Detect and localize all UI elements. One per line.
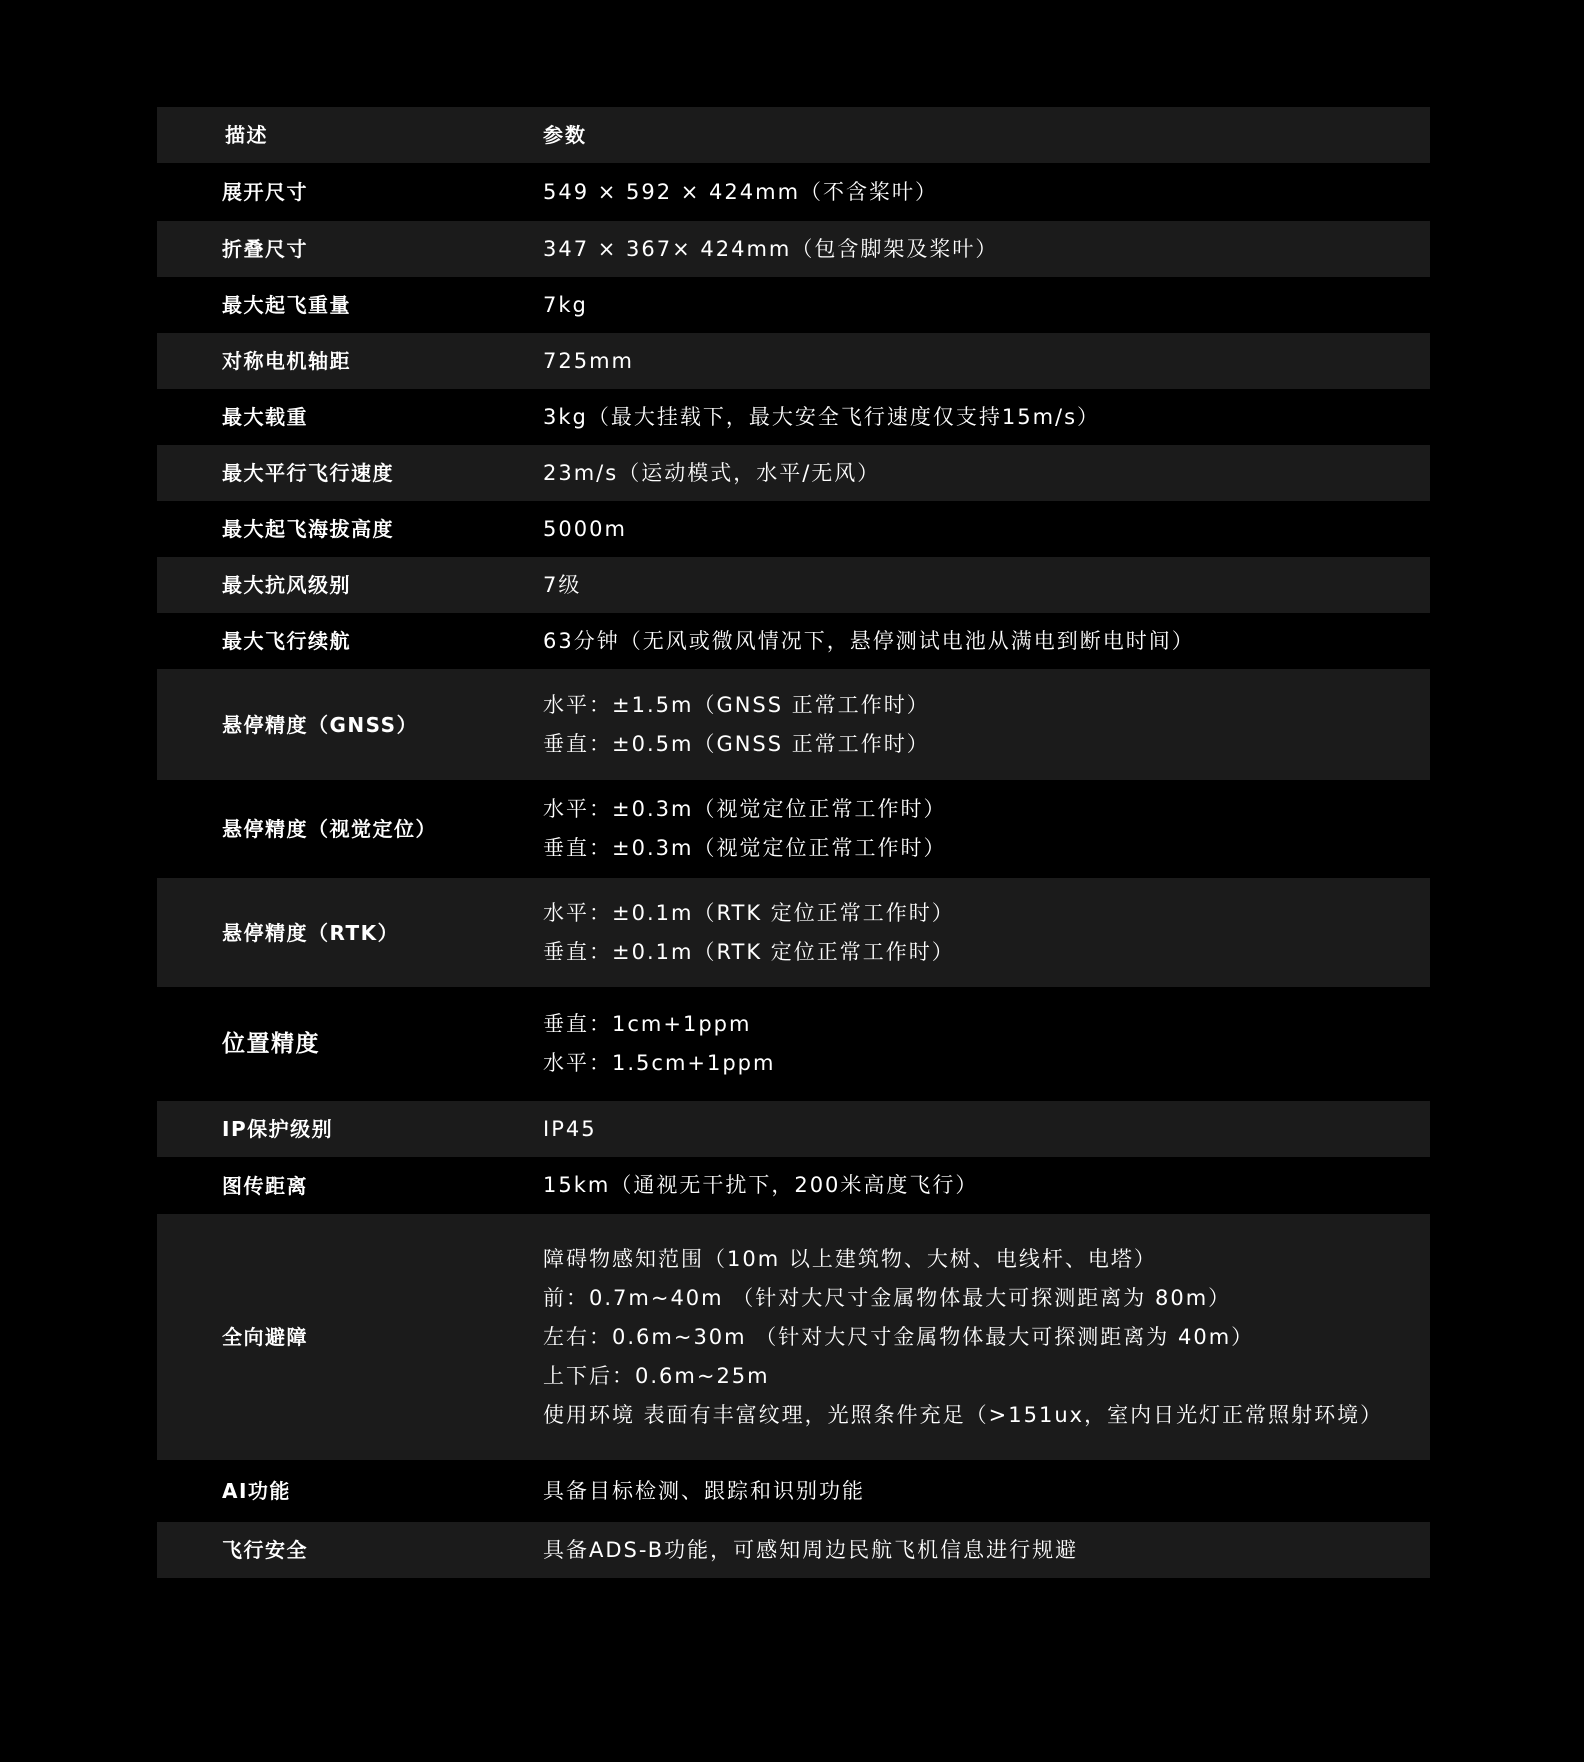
table-row bbox=[157, 1522, 1430, 1578]
row-label: 悬停精度（RTK） bbox=[222, 920, 400, 945]
table-row bbox=[157, 333, 1430, 389]
row-label: 折叠尺寸 bbox=[222, 237, 308, 261]
row-value: 具备ADS-B功能，可感知周边民航飞机信息进行规避 bbox=[543, 1537, 1079, 1562]
row-label: 展开尺寸 bbox=[222, 180, 308, 204]
row-value: 障碍物感知范围（10m 以上建筑物、大树、电线杆、电塔） 前：0.7m~40m （针对大尺寸金属物体最大可探测距离为 80m） 左右：0.6m~30m （针对大尺寸金属物体最大可探测距离为 40m） 上下后：0.6m~25m 使用环境 表面有丰富纹理，光照条件充足（>151ux，室内日光灯正常照射环境） bbox=[543, 1246, 1384, 1427]
row-label: 飞行安全 bbox=[222, 1538, 308, 1562]
table-row bbox=[157, 1460, 1430, 1522]
row-value: 15km（通视无干扰下，200米高度飞行） bbox=[543, 1173, 979, 1197]
table-row bbox=[157, 878, 1430, 987]
row-value: 7kg bbox=[543, 292, 588, 317]
table-row bbox=[157, 163, 1430, 221]
row-label: 位置精度 bbox=[222, 1031, 320, 1057]
table-row bbox=[157, 669, 1430, 780]
row-value: 23m/s（运动模式，水平/无风） bbox=[543, 460, 881, 485]
table-header bbox=[157, 107, 1430, 163]
row-value: 水平：±1.5m（GNSS 正常工作时） 垂直：±0.5m（GNSS 正常工作时） bbox=[543, 692, 930, 756]
spec-table bbox=[157, 107, 1430, 1578]
row-value: 垂直：1cm+1ppm 水平：1.5cm+1ppm bbox=[543, 1012, 776, 1075]
row-value: 63分钟（无风或微风情况下，悬停测试电池从满电到断电时间） bbox=[543, 628, 1195, 653]
table-row bbox=[157, 557, 1430, 613]
row-value: 725mm bbox=[543, 348, 634, 373]
row-label: 最大飞行续航 bbox=[222, 629, 351, 653]
row-label: 最大载重 bbox=[222, 405, 308, 429]
row-label: 最大起飞重量 bbox=[222, 293, 351, 317]
row-label: 最大起飞海拔高度 bbox=[222, 517, 394, 541]
row-label: AI功能 bbox=[222, 1479, 291, 1503]
row-label: 对称电机轴距 bbox=[222, 349, 351, 373]
row-value: 水平：±0.1m（RTK 定位正常工作时） 垂直：±0.1m（RTK 定位正常工作时） bbox=[543, 900, 955, 964]
table-row bbox=[157, 277, 1430, 333]
row-value: IP45 bbox=[543, 1116, 597, 1141]
row-label: 最大抗风级别 bbox=[222, 573, 351, 597]
row-value: 549 × 592 × 424mm（不含桨叶） bbox=[543, 179, 939, 204]
row-value: 347 × 367× 424mm（包含脚架及桨叶） bbox=[543, 236, 999, 261]
row-value: 具备目标检测、跟踪和识别功能 bbox=[543, 1478, 865, 1503]
table-row bbox=[157, 389, 1430, 445]
table-row bbox=[157, 1214, 1430, 1460]
row-label: 悬停精度（GNSS） bbox=[222, 712, 419, 737]
row-value: 水平：±0.3m（视觉定位正常工作时） 垂直：±0.3m（视觉定位正常工作时） bbox=[543, 797, 947, 860]
table-row bbox=[157, 613, 1430, 669]
table-row bbox=[157, 987, 1430, 1101]
table-row bbox=[157, 1101, 1430, 1157]
header-desc: 描述 bbox=[225, 123, 268, 147]
table-row bbox=[157, 501, 1430, 557]
row-value: 5000m bbox=[543, 516, 627, 541]
table-row bbox=[157, 780, 1430, 878]
row-value: 3kg（最大挂载下，最大安全飞行速度仅支持15m/s） bbox=[543, 404, 1101, 429]
row-label: IP保护级别 bbox=[222, 1117, 334, 1141]
row-label: 最大平行飞行速度 bbox=[222, 461, 394, 485]
table-row bbox=[157, 221, 1430, 277]
table-row bbox=[157, 1157, 1430, 1214]
row-label: 全向避障 bbox=[222, 1325, 308, 1349]
table-row bbox=[157, 445, 1430, 501]
row-label: 图传距离 bbox=[222, 1173, 308, 1198]
row-label: 悬停精度（视觉定位） bbox=[222, 817, 437, 841]
row-value: 7级 bbox=[543, 572, 582, 597]
header-param: 参数 bbox=[543, 122, 587, 147]
